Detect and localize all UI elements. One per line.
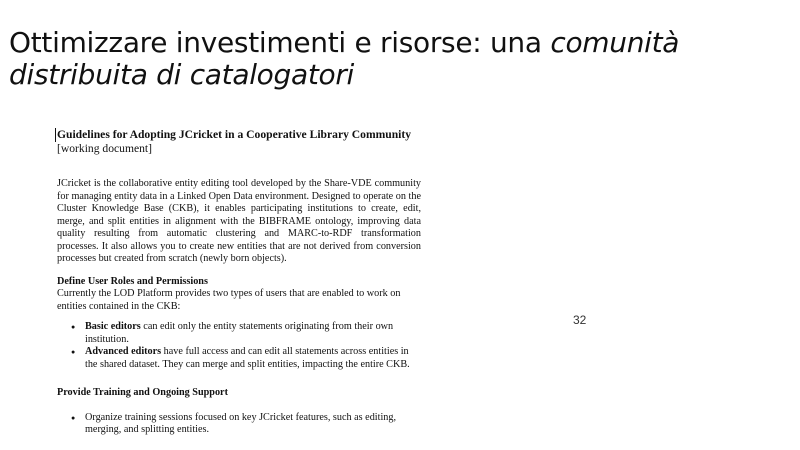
list-item-text: have full access and can edit all statements across entities in the shared dataset. They can merge and split entities, impacting the entire CKB. [85, 346, 410, 370]
list-item-bold: Basic editors [85, 321, 141, 333]
slide-title-plain: Ottimizzare investimenti e risorse: una [9, 25, 551, 59]
section-heading-training: Provide Training and Ongoing Support [57, 387, 228, 399]
list-item-text: Organize training sessions focused on key JCricket features, such as editing, merging, and splitting entities. [85, 411, 397, 436]
training-list [57, 412, 421, 437]
document-title: Guidelines for Adopting JCricket in a Cooperative Library Community [55, 128, 421, 142]
list-item [85, 321, 421, 346]
list-item [85, 412, 421, 437]
list-item [85, 346, 421, 371]
slide-title [9, 27, 799, 91]
document-subtitle: [working document] [57, 142, 152, 155]
list-item-text: can edit only the entity statements originating from their own institution. [85, 321, 394, 345]
page-number: 32 [573, 313, 587, 327]
roles-list [57, 321, 421, 371]
list-item-bold: Advanced editors [85, 346, 162, 358]
section-heading-roles: Define User Roles and Permissions [57, 275, 208, 287]
document-intro: JCricket is the collaborative entity editing tool developed by the Share-VDE community for managing entity data in a Linked Open Data environment. Designed to operate on the Cluster Knowledge Base (CKB), it enables participating institutions to create, edit, merge, and split entities in alignment with the BIBFRAME ontology, improving data quality resulting from automatic clustering and MARC-to-RDF transformation processes. It also allows you to create new entities that are not derived from conversion processes but created from scratch (newly born objects). [57, 178, 421, 264]
slide-title-italic: comunità distribuita di catalogatori [9, 25, 680, 91]
section-text-roles: Currently the LOD Platform provides two types of users that are enabled to work on entities contained in the CKB: [57, 288, 401, 312]
document-screenshot [57, 128, 421, 437]
